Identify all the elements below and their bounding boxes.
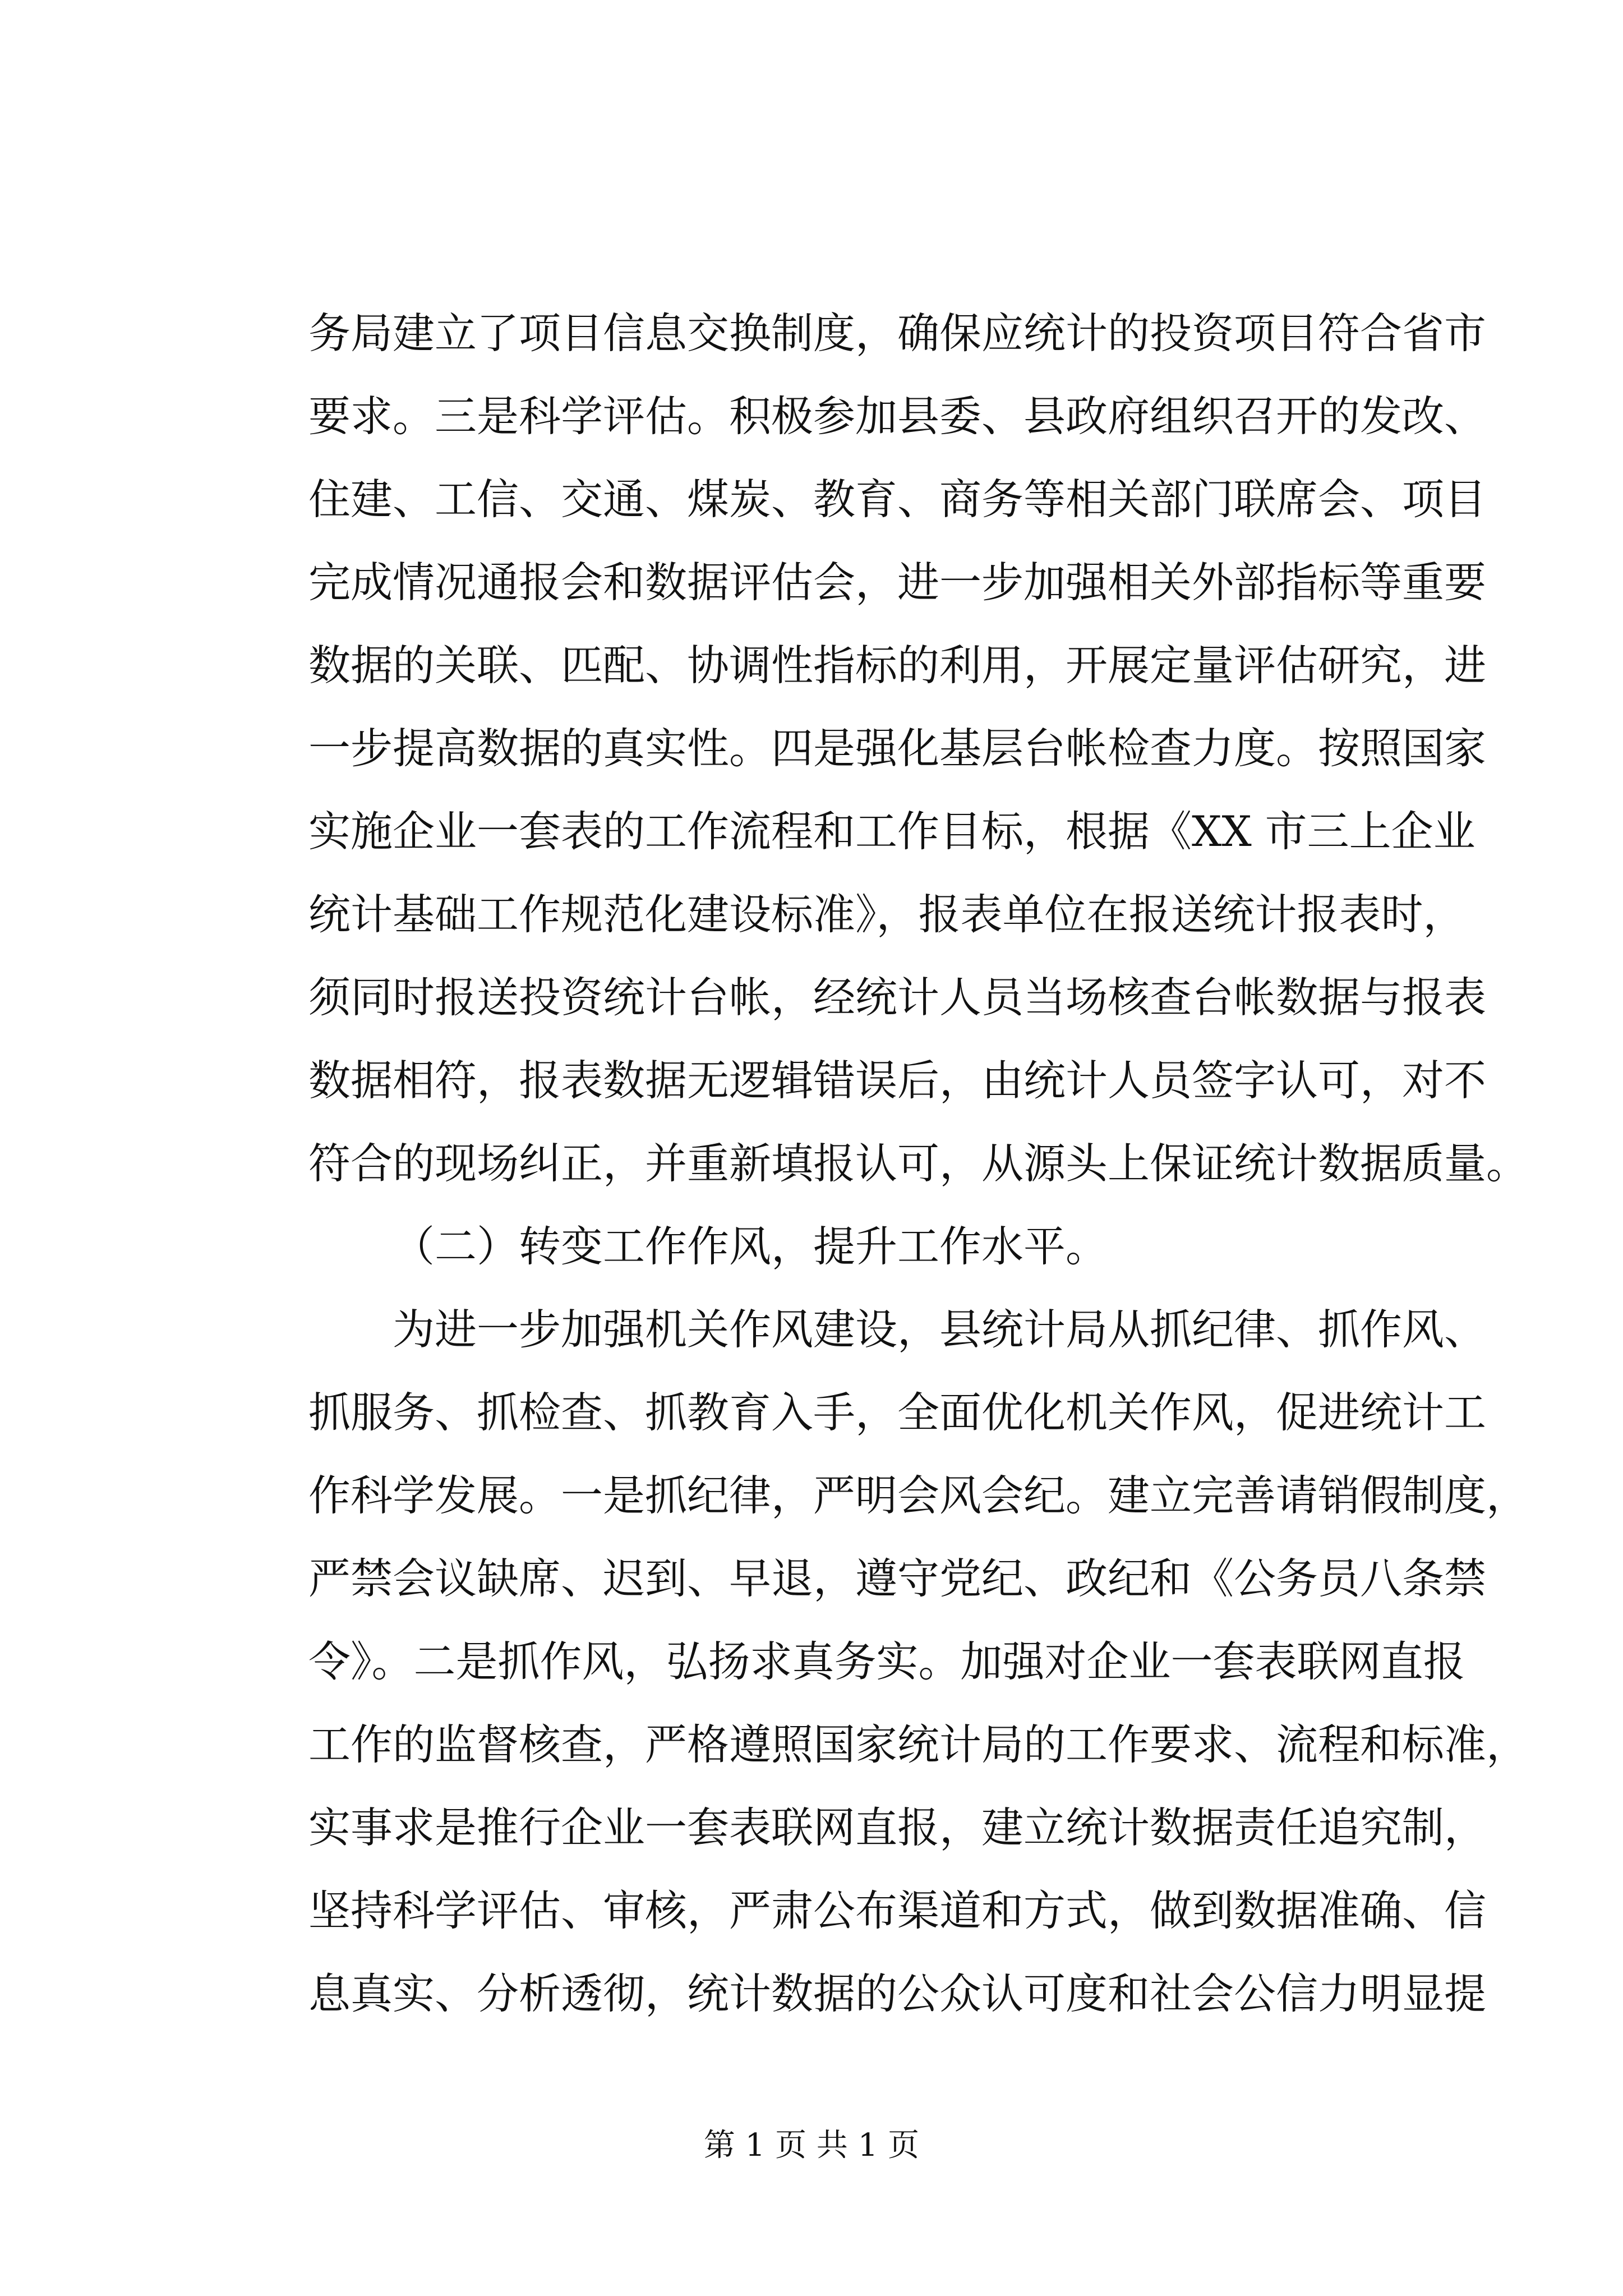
text-line: 数据的关联、匹配、协调性指标的利用，开展定量评估研究，进 <box>308 641 1487 690</box>
text-line: 息真实、分析透彻，统计数据的公众认可度和社会公信力明显提 <box>308 1969 1487 2018</box>
text-line: 抓服务、抓检查、抓教育入手，全面优化机关作风，促进统计工 <box>308 1388 1487 1437</box>
text-line: 完成情况通报会和数据评估会，进一步加强相关外部指标等重要 <box>308 558 1487 607</box>
text-line: 严禁会议缺席、迟到、早退，遵守党纪、政纪和《公务员八条禁 <box>308 1554 1487 1603</box>
page-footer <box>0 2126 1623 2165</box>
section-heading: （二）转变工作作风，提升工作水平。 <box>393 1222 1108 1271</box>
text-line: 须同时报送投资统计台帐，经统计人员当场核查台帐数据与报表 <box>308 973 1487 1022</box>
text-line: 实事求是推行企业一套表联网直报，建立统计数据责任追究制， <box>308 1803 1487 1852</box>
text-line: 令》。二是抓作风，弘扬求真务实。加强对企业一套表联网直报 <box>308 1637 1465 1686</box>
page-number: 第 1 页 共 1 页 <box>703 2127 920 2164</box>
text-line: 一步提高数据的真实性。四是强化基层台帐检查力度。按照国家 <box>308 724 1487 773</box>
text-line: 数据相符，报表数据无逻辑错误后，由统计人员签字认可，对不 <box>308 1056 1487 1105</box>
text-line: 实施企业一套表的工作流程和工作目标，根据《XX 市三上企业 <box>308 807 1476 856</box>
text-line: 要求。三是科学评估。积极参加县委、县政府组织召开的发改、 <box>308 392 1487 441</box>
text-line: 统计基础工作规范化建设标准》，报表单位在报送统计报表时， <box>308 890 1465 939</box>
text-line: 作科学发展。一是抓纪律，严明会风会纪。建立完善请销假制度， <box>308 1471 1529 1520</box>
text-line: 符合的现场纠正，并重新填报认可，从源头上保证统计数据质量。 <box>308 1139 1529 1188</box>
text-line: 为进一步加强机关作风建设，县统计局从抓纪律、抓作风、 <box>393 1305 1487 1354</box>
text-line: 务局建立了项目信息交换制度，确保应统计的投资项目符合省市 <box>308 309 1487 358</box>
text-line: 住建、工信、交通、煤炭、教育、商务等相关部门联席会、项目 <box>308 475 1487 524</box>
body-text <box>308 292 1529 2035</box>
text-line: 坚持科学评估、审核，严肃公布渠道和方式，做到数据准确、信 <box>308 1886 1487 1935</box>
text-line: 工作的监督核查，严格遵照国家统计局的工作要求、流程和标准， <box>308 1720 1529 1769</box>
